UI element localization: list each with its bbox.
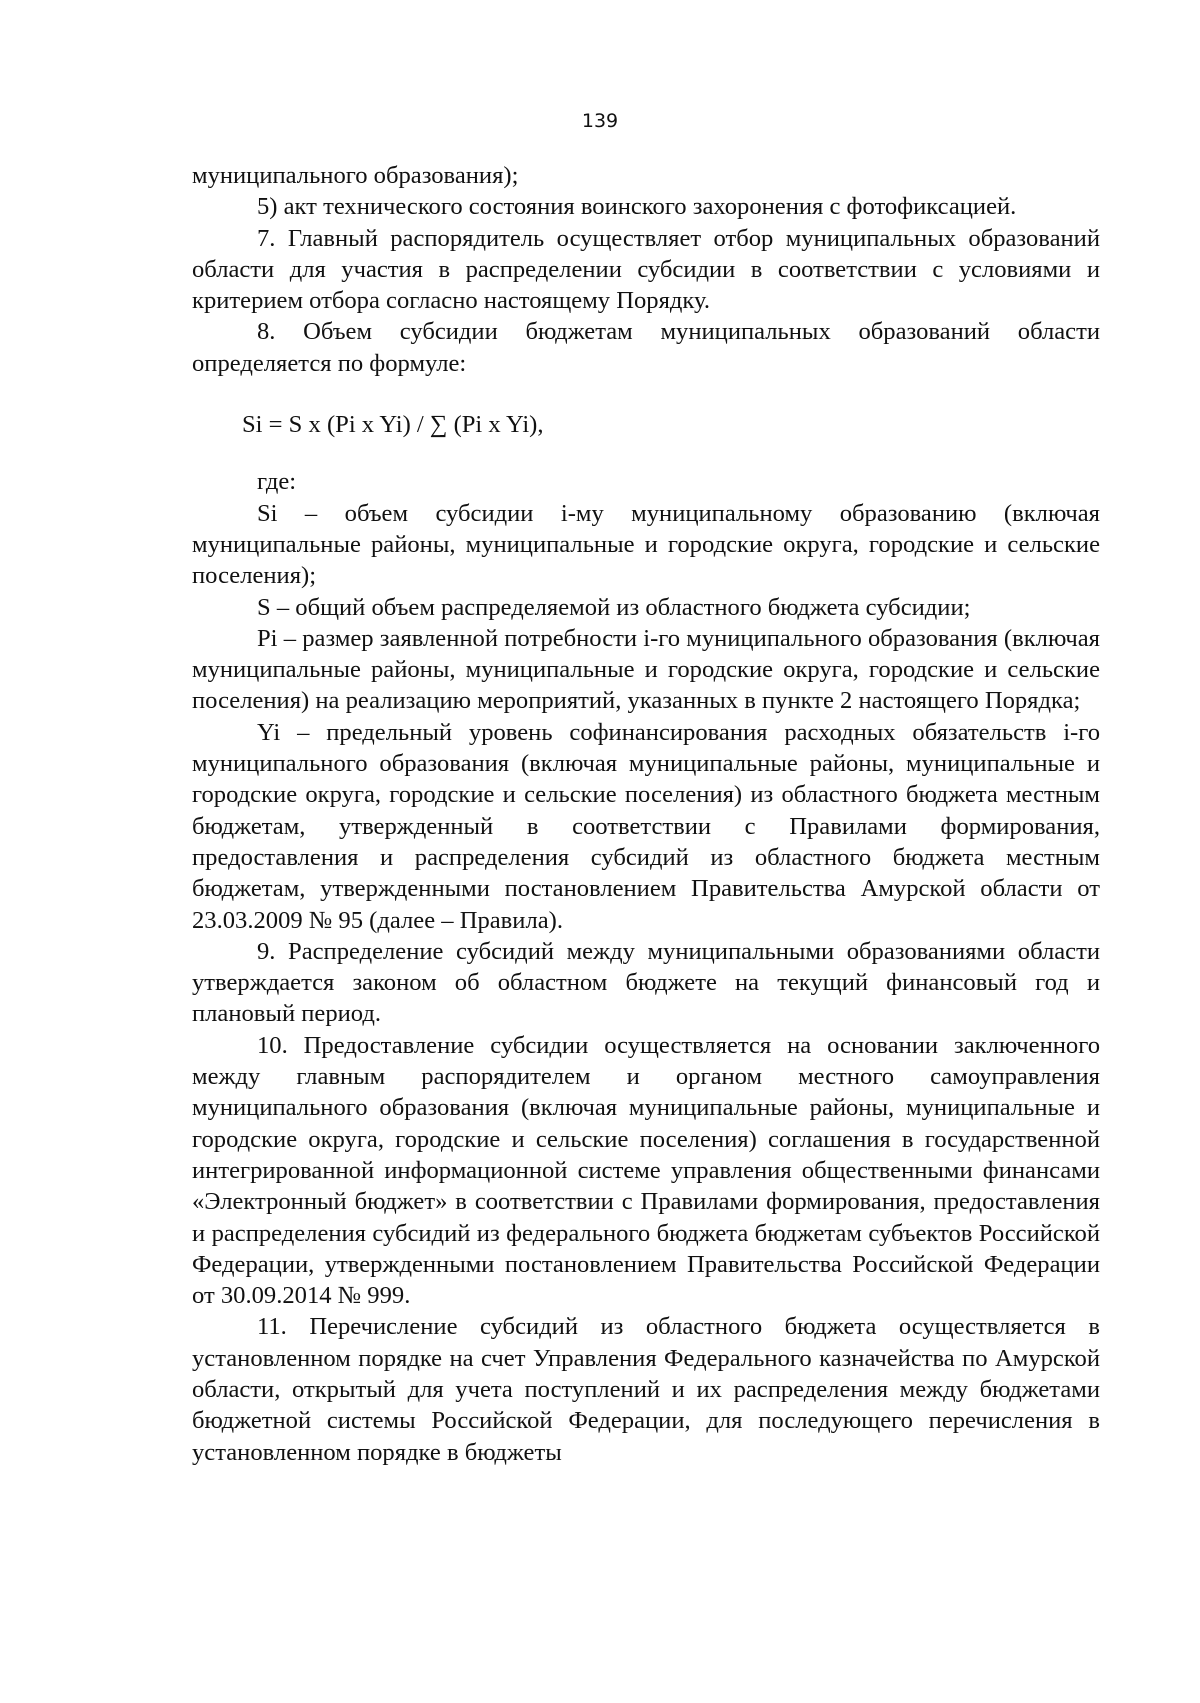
- list-item-5: 5) акт технического состояния воинского захоронения с фотофиксацией.: [257, 193, 1017, 221]
- definition-si: Si – объем субсидии i-му муниципальному образованию (включая муниципальные районы, муниципальные и городские округа, городские и сельские поселения);: [192, 499, 1100, 590]
- definition-pi: Pi – размер заявленной потребности i-го муниципального образования (включая муниципальные районы, муниципальные и городские округа, городские и сельские поселения) на реализацию мероприятий, указанных в пункте 2 настоящего Порядка;: [192, 624, 1100, 715]
- page-number: 139: [581, 110, 619, 132]
- document-body: [192, 160, 1100, 1468]
- definition-s: S – общий объем распределяемой из областного бюджета субсидии;: [257, 593, 971, 621]
- clause-8: 8. Объем субсидии бюджетам муниципальных образований области определяется по формуле:: [192, 318, 1100, 377]
- clause-11: 11. Перечисление субсидий из областного бюджета осуществляется в установленном порядке на счет Управления Федерального казначейства по Амурской области, открытый для учета поступлений и их распределения между бюджетами бюджетной системы Российской Федерации, для последующего перечисления в установленном порядке в бюджеты: [192, 1313, 1100, 1466]
- clause-9: 9. Распределение субсидий между муниципальными образованиями области утверждается законом об областном бюджете на текущий финансовый год и плановый период.: [192, 937, 1100, 1028]
- formula: Si = S x (Pi x Yi) / ∑ (Pi x Yi),: [242, 411, 544, 439]
- clause-7: 7. Главный распорядитель осуществляет отбор муниципальных образований области для участия в распределении субсидии в соответствии с условиями и критерием отбора согласно настоящему Порядку.: [192, 224, 1100, 315]
- where-label: где:: [257, 468, 297, 496]
- definition-yi: Yi – предельный уровень софинансирования расходных обязательств i-го муниципального образования (включая муниципальные районы, муниципальные и городские округа, городские и сельские поселения) из областного бюджета местным бюджетам, утвержденный в соответствии с Правилами формирования, предоставления и распределения субсидий из областного бюджета местным бюджетам, утвержденными постановлением Правительства Амурской области от 23.03.2009 № 95 (далее – Правила).: [192, 718, 1100, 934]
- clause-10: 10. Предоставление субсидии осуществляется на основании заключенного между главным распорядителем и органом местного самоуправления муниципального образования (включая муниципальные районы, муниципальные и городские округа, городские и сельские поселения) соглашения в государственной интегрированной информационной системе управления общественными финансами «Электронный бюджет» в соответствии с Правилами формирования, предоставления и распределения субсидий из федерального бюджета бюджетам субъектов Российской Федерации, утвержденными постановлением Правительства Российской Федерации от 30.09.2014 № 999.: [192, 1031, 1100, 1310]
- paragraph-continuation: муниципального образования);: [192, 162, 519, 189]
